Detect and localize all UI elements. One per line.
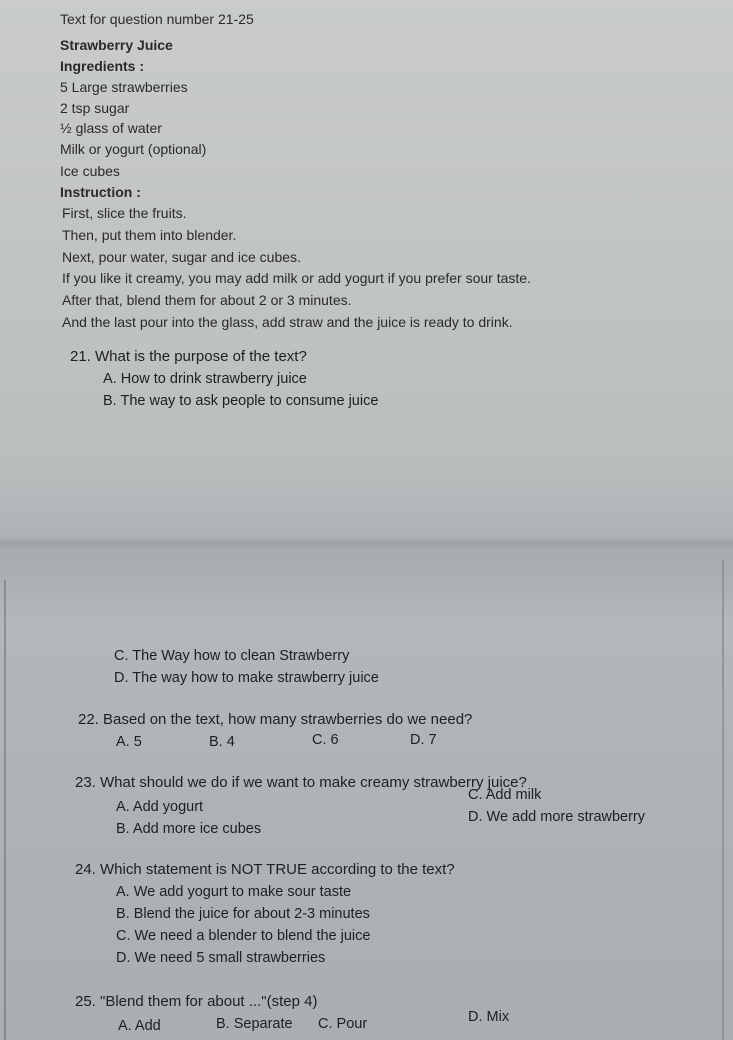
q22-option-a: A. 5 xyxy=(116,734,142,750)
q25-option-d: D. Mix xyxy=(468,1009,510,1025)
instruction-step: Next, pour water, sugar and ice cubes. xyxy=(62,249,301,265)
q23-option-b: B. Add more ice cubes xyxy=(116,821,262,837)
header-text: Text for question number 21-25 xyxy=(60,11,254,27)
instruction-label: Instruction : xyxy=(60,184,141,200)
q24-option-b: B. Blend the juice for about 2-3 minutes xyxy=(116,906,370,922)
instruction-step: Then, put them into blender. xyxy=(62,227,237,243)
paper-crease xyxy=(0,536,733,550)
q24-option-d: D. We need 5 small strawberries xyxy=(116,950,326,966)
q21-option-b: B. The way to ask people to consume juice xyxy=(103,393,379,409)
question-25: 25. "Blend them for about ..."(step 4) xyxy=(75,993,318,1010)
q21-option-c: C. The Way how to clean Strawberry xyxy=(114,648,350,664)
ingredient-item: 2 tsp sugar xyxy=(60,100,130,116)
instruction-step: After that, blend them for about 2 or 3 minutes. xyxy=(62,292,352,308)
recipe-title: Strawberry Juice xyxy=(60,37,173,53)
q22-option-d: D. 7 xyxy=(410,732,437,748)
q24-option-c: C. We need a blender to blend the juice xyxy=(116,928,371,944)
q25-option-a: A. Add xyxy=(118,1018,161,1034)
q23-option-c: C. Add milk xyxy=(468,787,542,803)
instruction-step: First, slice the fruits. xyxy=(62,205,187,221)
question-22: 22. Based on the text, how many strawberries do we need? xyxy=(78,711,473,728)
q22-option-b: B. 4 xyxy=(209,734,235,750)
q22-option-c: C. 6 xyxy=(312,732,339,748)
paper-edge-left xyxy=(4,580,6,1040)
ingredient-item: 5 Large strawberries xyxy=(60,79,188,95)
q25-option-b: B. Separate xyxy=(216,1016,293,1032)
instruction-step: And the last pour into the glass, add straw and the juice is ready to drink. xyxy=(62,314,513,330)
q21-option-d: D. The way how to make strawberry juice xyxy=(114,670,379,686)
q23-option-d: D. We add more strawberry xyxy=(468,809,646,825)
ingredients-label: Ingredients : xyxy=(60,58,145,74)
question-24: 24. Which statement is NOT TRUE according to the text? xyxy=(75,861,455,878)
ingredient-item: Ice cubes xyxy=(60,163,120,179)
ingredient-item: Milk or yogurt (optional) xyxy=(60,141,207,157)
question-23: 23. What should we do if we want to make creamy strawberry juice? xyxy=(75,774,527,791)
q21-option-a: A. How to drink strawberry juice xyxy=(103,371,307,387)
q23-option-a: A. Add yogurt xyxy=(116,799,204,815)
q25-option-c: C. Pour xyxy=(318,1016,368,1032)
q24-option-a: A. We add yogurt to make sour taste xyxy=(116,884,352,900)
paper-edge-right xyxy=(722,560,724,1040)
question-21: 21. What is the purpose of the text? xyxy=(70,348,307,365)
instruction-step: If you like it creamy, you may add milk or add yogurt if you prefer sour taste. xyxy=(62,270,531,286)
ingredient-item: ½ glass of water xyxy=(60,120,162,136)
